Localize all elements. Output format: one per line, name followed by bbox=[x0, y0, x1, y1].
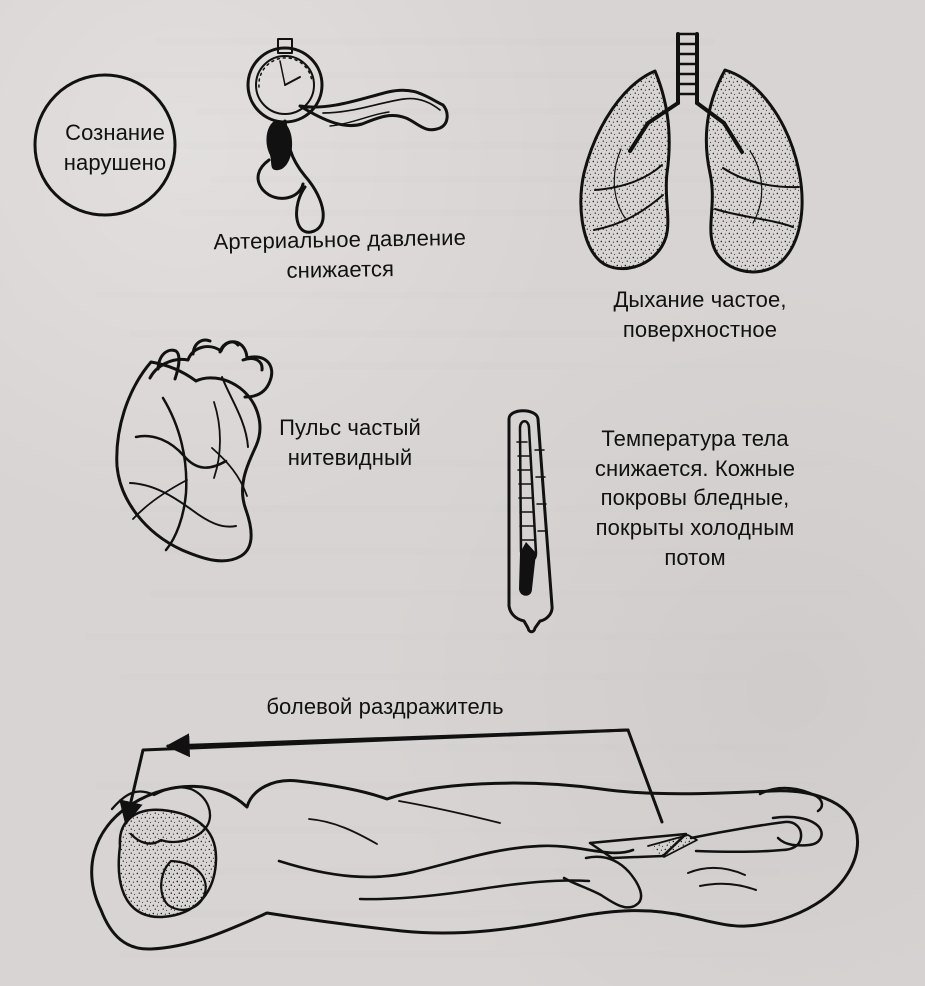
consciousness-label: Сознание нарушено bbox=[63, 120, 167, 175]
breathing-label: Дыхание частое, поверхностное bbox=[613, 287, 787, 342]
lungs-icon bbox=[581, 34, 802, 272]
blood-pressure-gauge-icon bbox=[248, 39, 447, 232]
temperature-label: Температура тела снижается. Кожные покровы бледные, покрыты холодным потом bbox=[594, 426, 796, 570]
pulse-label: Пульс частый нитевидный bbox=[279, 415, 421, 470]
arrow-icon bbox=[126, 730, 662, 823]
lying-patient-illustration bbox=[92, 781, 858, 950]
heart-icon bbox=[117, 340, 272, 561]
pain-stimulus-label: болевой раздражитель bbox=[266, 694, 504, 719]
blood-pressure-label: Артериальное давление снижается bbox=[213, 224, 467, 283]
thermometer-icon bbox=[509, 411, 552, 632]
